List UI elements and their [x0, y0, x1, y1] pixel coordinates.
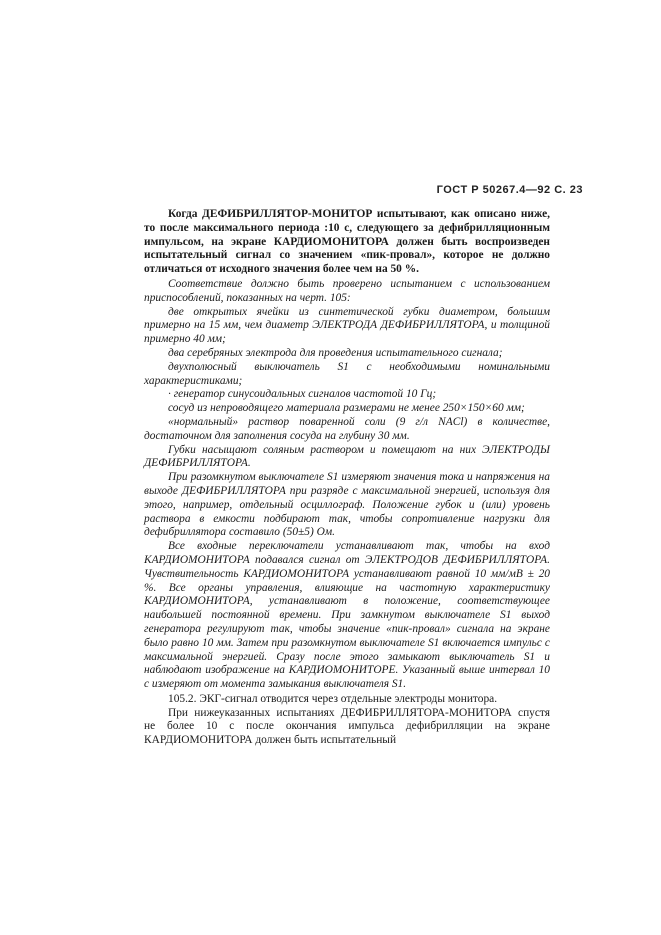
paragraph-sponges-soaked: Губки насыщают соляным раствором и помещают на них ЭЛЕКТРОДЫ ДЕФИБРИЛЛЯТОРА. [144, 443, 550, 470]
paragraph-sponge-cells: две открытых ячейки из синтетической губки диаметром, большим примерно на 15 мм, чем диаметр ЭЛЕКТРОДА ДЕФИБРИЛЛЯТОРА, и толщиной примерно 40 мм; [144, 305, 550, 346]
paragraph-open-switch-measure: При разомкнутом выключателе S1 измеряют значения тока и напряжения на выходе ДЕФИБРИЛЛЯТОРА при разряде с максимальной энергией, используя для этого, например, отдельный осциллограф. Положение губок и (или) уровень раствора в емкости подбирают так, чтобы сопротивление нагрузки для дефибриллятора составило (50±5) Ом. [144, 471, 550, 539]
paragraph-vessel: сосуд из непроводящего материала размерами не менее 250×150×60 мм; [168, 402, 525, 415]
paragraph-saline: «нормальный» раствор поваренной соли (9 г/л NACl) в количестве, достаточном для заполнения сосуда на глубину 30 мм. [144, 415, 550, 442]
paragraph-input-switches: Все входные переключатели устанавливают так, чтобы на вход КАРДИОМОНИТОРА подавался сигнал от ЭЛЕКТРОДОВ ДЕФИБРИЛЛЯТОРА. Чувствительность КАРДИОМОНИТОРА устанавливают равной 10 мм/мВ ± 20 %. Все органы управления, влияющие на частотную характеристику КАРДИОМОНИТОРА, устанавливают в положение, соответствующее наибольшей постоянной времени. При замкнутом выключателе S1 выход генератора регулируют так, чтобы значение «пик-провал» сигнала на экране было равно 10 мм. Затем при разомкнутом выключателе S1 включается импульс с максимальной энергией. Сразу после этого замыкают выключатель S1 и наблюдают изображение на КАРДИОМОНИТОРЕ. Указанный выше интервал 10 с измеряют от момента замыкания выключателя S1. [144, 540, 550, 691]
paragraph-generator: · генератор синусоидальных сигналов частотой 10 Гц; [168, 388, 437, 401]
paragraph-further-tests: При нижеуказанных испытаниях ДЕФИБРИЛЛЯТОРА-МОНИТОРА спустя не более 10 с после окончания импульса дефибрилляции на экране КАРДИОМОНИТОРА должен быть испытательный [144, 706, 550, 747]
page-header: ГОСТ Р 50267.4—92 С. 23 [436, 184, 583, 196]
paragraph-switch-s1: двухполюсный выключатель S1 с необходимыми номинальными характеристиками; [144, 360, 550, 387]
document-body [144, 208, 550, 748]
paragraph-silver-electrodes: два серебряных электрода для проведения испытательного сигнала; [168, 346, 503, 359]
paragraph-compliance: Соответствие должно быть проверено испытанием с использованием приспособлений, показанных на черт. 105: [144, 277, 550, 304]
paragraph-ecg-signal: 105.2. ЭКГ-сигнал отводится через отдельные электроды монитора. [168, 692, 498, 705]
paragraph-requirement: Когда ДЕФИБРИЛЛЯТОР-МОНИТОР испытывают, как описано ниже, то после максимального периода :10 с, следующего за дефибрилляционным импульсом, на экране КАРДИОМОНИТОРА должен быть воспроизведен испытательный сигнал со значением «пик-провал», которое не должно отличаться от исходного значения более чем на 50 %. [144, 208, 550, 276]
